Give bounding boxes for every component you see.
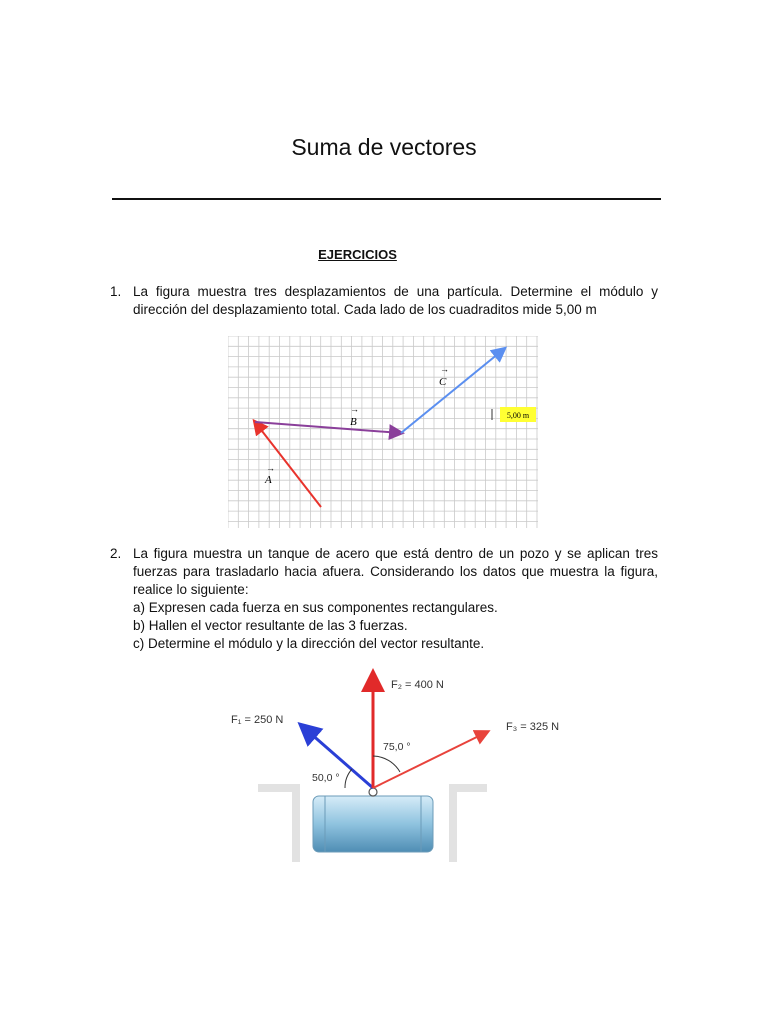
attachment-ring: [369, 788, 377, 796]
page-title: Suma de vectores: [291, 134, 477, 160]
vector-a-label: A: [265, 474, 272, 486]
force-f3-label: F₃ = 325 N: [506, 721, 560, 733]
force-f1-label: F₁ = 250 N: [231, 714, 284, 726]
tank-forces-figure: [225, 666, 585, 866]
title-divider: [112, 198, 661, 200]
displacement-diagram: [228, 336, 538, 528]
force-f2-label: F₂ = 400 N: [391, 679, 444, 691]
steel-tank: [313, 796, 433, 852]
vector-b: [255, 422, 401, 433]
tank-forces-diagram: [225, 666, 585, 866]
exercise-text: [133, 545, 658, 653]
angle-arc-50: [345, 769, 352, 788]
vector-c-label: C: [439, 376, 447, 388]
exercise-text: La figura muestra tres desplazamientos de una partícula. Determine el módulo y dirección del desplazamiento total. Cada lado de los cuadraditos mide 5,00 m: [133, 284, 658, 317]
angle-50-label: 50,0 °: [312, 772, 340, 784]
vector-c: [401, 349, 504, 433]
vector-a: [255, 422, 321, 507]
exercise-number: 2.: [110, 546, 122, 561]
vector-b-label: B: [350, 416, 357, 428]
exercise-statement: La figura muestra un tanque de acero que está dentro de un pozo y se aplican tres fuerzas para trasladarlo hacia afuera. Considerando los datos que muestra la figura, realice lo siguiente:: [133, 546, 658, 597]
exercise-part-a: a) Expresen cada fuerza en sus componentes rectangulares.: [133, 600, 498, 615]
angle-75-label: 75,0 °: [383, 741, 411, 753]
displacement-figure: [228, 336, 538, 528]
vector-c-arrow-mark: →: [440, 364, 449, 374]
exercise-part-b: b) Hallen el vector resultante de las 3 fuerzas.: [133, 618, 408, 633]
scale-label: 5,00 m: [506, 411, 530, 420]
exercise-1: [110, 283, 658, 319]
exercise-part-c: c) Determine el módulo y la dirección del vector resultante.: [133, 636, 485, 651]
vector-b-arrow-mark: →: [350, 404, 359, 414]
vector-a-arrow-mark: →: [266, 463, 275, 473]
exercise-number: 1.: [110, 284, 122, 299]
section-heading: EJERCICIOS: [318, 247, 397, 262]
exercise-2: [110, 545, 658, 653]
angle-arc-75: [373, 756, 400, 772]
